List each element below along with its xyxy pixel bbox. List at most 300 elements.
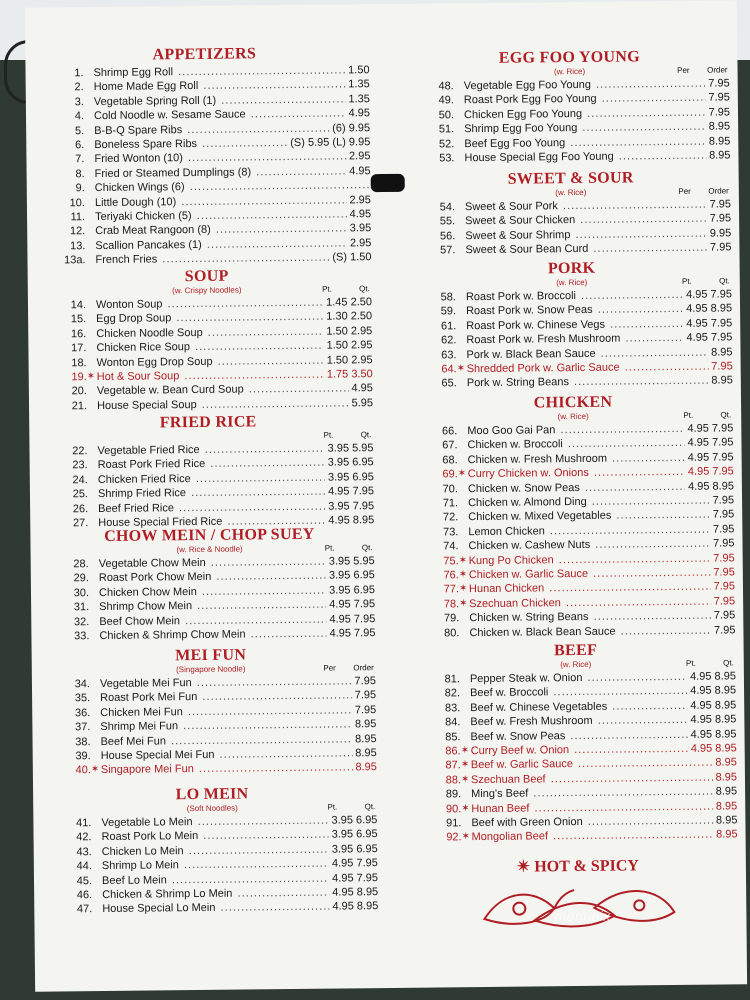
item-price: 1.75 3.50	[324, 367, 373, 382]
item-price: 7.95	[352, 689, 377, 703]
item-name-text: Chicken Wings (6)	[95, 181, 188, 194]
item-number: 31.	[73, 601, 90, 614]
item-name-text: Sweet & Sour Pork	[465, 200, 561, 213]
item-name-text: Beef Chow Mein	[99, 615, 183, 628]
item-name-text: Roast Pork w. Broccoli	[466, 290, 579, 303]
item-name	[97, 396, 373, 413]
column-header: Order	[708, 186, 729, 196]
item-number: 91.	[446, 817, 462, 830]
item-number: 75.	[443, 554, 459, 567]
menu-item	[415, 623, 735, 640]
column-header: Qt.	[719, 276, 730, 286]
item-name-text: Curry Beef w. Onion	[471, 744, 573, 757]
watermark: menupix	[554, 907, 611, 925]
item-price: 8.95	[708, 345, 733, 359]
item-price: 4.95 8.95	[687, 698, 736, 713]
item-name-text: Shrimp Fried Rice	[98, 487, 189, 500]
item-name-text: Chicken w. Snow Peas	[468, 482, 583, 495]
item-price: 8.95	[352, 761, 377, 775]
item-number: 38.	[75, 735, 91, 748]
item-number: 46.	[76, 889, 93, 902]
item-number: 6.	[75, 139, 85, 152]
menu-item	[43, 396, 373, 413]
item-price: 1.50 2.95	[324, 353, 373, 368]
item-name-text: Roast Pork w. Chinese Vegs	[466, 318, 608, 331]
item-price: 4.95 7.95	[685, 436, 734, 451]
section-subtitle: (w. Crispy Noodles)	[172, 285, 242, 296]
item-name-text: B-B-Q Spare Ribs	[94, 124, 185, 137]
item-name-text: Chicken & Shrimp Lo Mein	[102, 888, 235, 901]
item-number: 71.	[442, 497, 459, 510]
hot-spicy-legend	[418, 854, 738, 877]
item-number: 47.	[76, 903, 93, 916]
item-number: 14.	[70, 299, 87, 312]
item-number: 5.	[74, 124, 85, 137]
column-header: Per	[677, 65, 690, 75]
item-name-text: Hot & Sour Soup	[97, 370, 183, 383]
item-number: 80.	[444, 626, 460, 639]
item-price: 7.95	[711, 609, 736, 623]
column-header: Per	[678, 186, 691, 196]
item-price: 4.95	[348, 382, 373, 396]
item-name-text: Moo Goo Gai Pan	[467, 424, 558, 437]
item-price: 8.95	[712, 756, 737, 770]
item-number: 20.	[71, 385, 87, 398]
item-price: 7.95	[705, 76, 730, 90]
item-number: 52.	[438, 137, 455, 151]
item-price: 4.95 8.95	[329, 885, 378, 900]
item-name-text: Mongolian Beef	[472, 831, 552, 844]
column-header: Qt.	[364, 802, 376, 812]
item-price: 8.95	[352, 717, 377, 731]
menu-item	[410, 148, 730, 165]
item-number: 13.	[70, 239, 86, 253]
column-header: Qt.	[723, 658, 734, 668]
pepper-icon: ✶	[460, 759, 470, 771]
item-name-text: Beef Fried Rice	[98, 502, 177, 515]
item-number: 67.	[442, 439, 458, 452]
column-header: Pt.	[327, 802, 338, 812]
section-title-fried-rice: FRIED RICE	[159, 413, 257, 432]
item-price: 4.95 8.95	[688, 741, 737, 756]
item-price: 7.95	[710, 493, 735, 507]
item-number: 92.	[446, 831, 462, 844]
item-price: 9.95	[707, 226, 732, 240]
item-number: 44.	[76, 860, 92, 873]
column-header: Pt.	[681, 276, 692, 286]
item-price: 8.95	[712, 770, 737, 784]
item-name-text: Shrimp Egg Roll	[93, 66, 176, 79]
item-number: 73.	[443, 526, 459, 539]
item-name-text: Beef Egg Foo Young	[464, 137, 568, 150]
item-number: 15.	[70, 313, 87, 326]
item-number: 24.	[72, 473, 88, 487]
item-name-text: Fried or Steamed Dumplings (8)	[95, 166, 255, 180]
item-number: 53.	[439, 152, 455, 165]
item-name-text: Pepper Steak w. Onion	[470, 672, 586, 685]
item-price: 3.95 6.95	[326, 583, 375, 598]
item-number: 62.	[441, 334, 457, 347]
item-number: 41.	[76, 817, 92, 830]
item-price: 8.95	[352, 732, 377, 746]
item-name-text: Vegetable w. Bean Curd Soup	[97, 384, 247, 398]
item-number: 61.	[440, 320, 457, 333]
item-name-text: Beef w. Broccoli	[470, 687, 551, 700]
item-price: 4.95 7.95	[683, 316, 732, 331]
item-number: 84.	[445, 716, 461, 729]
pepper-icon: ✶	[459, 597, 468, 610]
item-price: 7.95	[707, 241, 732, 255]
item-name-text: Roast Pork Egg Foo Young	[464, 93, 600, 106]
item-name-text: Teriyaki Chicken (5)	[95, 210, 195, 223]
item-name-text: Szechuan Beef	[471, 773, 549, 786]
column-header: Pt.	[322, 284, 332, 294]
section-subtitle: (w. Rice)	[555, 187, 587, 198]
column-header: Pt.	[685, 658, 696, 668]
item-price: 7.95	[710, 522, 735, 536]
item-number: 40.	[75, 764, 91, 777]
column-header: Qt.	[720, 410, 732, 420]
item-name	[472, 828, 738, 845]
item-name	[467, 374, 733, 391]
section-subtitle: (w. Rice & Noodle)	[176, 544, 243, 555]
item-price: 4.95 7.95	[326, 597, 375, 612]
item-name-text: Wonton Soup	[96, 298, 166, 311]
item-name-text: Chicken & Shrimp Chow Mein	[99, 628, 248, 642]
item-number: 83.	[444, 702, 461, 715]
item-number: 19.	[71, 371, 87, 384]
menu-page	[25, 0, 747, 991]
section-title-pork: PORK	[547, 259, 596, 278]
item-price: 7.95	[708, 359, 733, 373]
item-number: 21.	[71, 399, 88, 413]
item-number: 16.	[70, 327, 87, 341]
item-price: 7.95	[710, 551, 735, 565]
pepper-icon: ✶	[458, 569, 468, 581]
column-header: Qt.	[359, 284, 370, 294]
item-price: 4.95 7.95	[683, 331, 732, 346]
item-price: 3.95 6.95	[325, 470, 374, 485]
item-number: 74.	[443, 540, 459, 553]
item-name-text: Chicken w. String Beans	[469, 611, 591, 624]
item-price: 3.95 6.95	[325, 456, 374, 471]
pepper-icon: ✶	[461, 831, 471, 843]
section-subtitle: (w. Rice)	[557, 411, 589, 422]
item-name-text: Roast Pork Fried Rice	[98, 458, 209, 471]
item-number: 32.	[73, 615, 90, 628]
pepper-icon: ✶	[457, 468, 467, 480]
item-number: 10.	[69, 196, 85, 209]
item-price: 4.95 7.95	[329, 856, 378, 871]
item-name-text: Chicken Fried Rice	[98, 473, 194, 486]
item-number: 37.	[75, 721, 91, 734]
item-price: 4.95 7.95	[685, 465, 734, 480]
item-name-text: Sweet & Sour Bean Curd	[465, 243, 591, 256]
item-price: 4.95 8.95	[683, 302, 732, 317]
item-name-text: Shrimp Lo Mein	[102, 859, 182, 872]
item-name-text: Roast Pork Lo Mein	[101, 830, 201, 843]
item-price: 4.95 8.95	[685, 479, 734, 494]
item-number: 27.	[72, 517, 89, 530]
item-price: 4.95 8.95	[687, 684, 736, 699]
item-name-text: Singapore Mei Fun	[101, 763, 197, 776]
item-number: 11.	[70, 211, 86, 224]
item-number: 29.	[73, 572, 89, 585]
section-title-appetizers: APPETIZERS	[152, 45, 257, 64]
item-name-text: Wonton Egg Drop Soup	[97, 355, 216, 368]
item-number: 59.	[440, 305, 457, 318]
menu-item	[413, 374, 733, 391]
item-number: 23.	[72, 459, 88, 472]
item-name-text: Vegetable Chow Mein	[99, 557, 209, 570]
item-name-text: Vegetable Spring Roll (1)	[94, 95, 219, 108]
item-name-text: French Fries	[95, 254, 160, 267]
item-number: 68.	[442, 454, 458, 467]
item-number: 87.	[445, 759, 461, 772]
item-number: 8.	[75, 167, 85, 181]
section-subtitle: (Soft Noodles)	[186, 803, 238, 814]
item-name-text: Chicken w. Garlic Sauce	[469, 568, 591, 581]
item-number: 81.	[444, 673, 460, 686]
pepper-icon: ✶	[86, 371, 96, 383]
item-price: 7.95	[352, 703, 377, 717]
item-name-text: Scallion Pancakes (1)	[95, 239, 205, 252]
item-number: 85.	[445, 730, 461, 743]
item-number: 89.	[445, 788, 462, 801]
item-price: 7.95	[706, 105, 731, 119]
item-number: 33.	[74, 630, 90, 643]
item-name-text: Beef w. Fresh Mushroom	[470, 715, 595, 728]
item-price: 7.95	[706, 197, 731, 211]
item-name-text: Home Made Egg Roll	[94, 80, 202, 93]
menu-item	[411, 241, 731, 258]
item-price: 3.95 5.95	[326, 554, 375, 569]
item-price: 4.95 7.95	[683, 287, 732, 302]
item-price: 8.95	[706, 134, 731, 148]
item-number: 7.	[75, 153, 85, 166]
column-header: Qt.	[361, 543, 373, 553]
item-number: 82.	[444, 687, 461, 700]
item-number: 36.	[74, 706, 91, 720]
item-number: 72.	[442, 511, 459, 524]
item-name-text: Pork w. Black Bean Sauce	[466, 347, 598, 360]
item-price: 8.95	[706, 120, 731, 134]
item-name-text: Chicken Mei Fun	[100, 706, 186, 719]
item-price: 1.50 2.95	[323, 324, 372, 339]
menu-item	[418, 828, 738, 845]
item-name-text: Chicken w. Fresh Mushroom	[468, 452, 611, 465]
item-name	[465, 241, 731, 258]
item-price: 1.30 2.50	[323, 310, 372, 325]
item-number: 86.	[445, 745, 461, 758]
item-number: 17.	[71, 342, 87, 355]
item-name-text: Roast Pork Chow Mein	[99, 571, 215, 584]
ink-stain	[371, 174, 405, 192]
section-subtitle: (w. Rice)	[560, 659, 592, 670]
item-price: 3.95	[347, 222, 372, 236]
item-number: 54.	[439, 201, 456, 214]
item-name-text: Vegetable Fried Rice	[97, 444, 202, 457]
item-name	[101, 761, 377, 778]
menu-item	[47, 761, 377, 778]
item-price: 3.95 6.95	[328, 813, 377, 828]
item-name-text: Chicken Egg Foo Young	[464, 108, 585, 121]
item-name-text: Shrimp Mei Fun	[100, 720, 181, 733]
item-number: 76.	[443, 569, 459, 582]
item-price: 7.95	[710, 537, 735, 551]
item-name-text: Chicken Chow Mein	[99, 586, 200, 599]
item-price: 7.95	[710, 565, 735, 579]
item-name-text: House Special Soup	[97, 399, 200, 412]
item-price: 7.95	[705, 91, 730, 105]
item-name-text: Hunan Beef	[471, 802, 532, 815]
item-name-text: Beef Mei Fun	[100, 735, 169, 748]
item-price: 1.35	[345, 92, 370, 106]
item-number: 64.	[441, 363, 457, 376]
item-number: 43.	[76, 845, 92, 859]
item-number: 30.	[73, 586, 90, 600]
pepper-icon: ✶	[460, 773, 470, 786]
item-number: 77.	[443, 583, 460, 596]
item-name-text: Vegetable Mei Fun	[100, 677, 195, 690]
item-number: 88.	[445, 774, 462, 787]
item-price: 5.95	[349, 396, 374, 410]
section-title-sweet-sour: SWEET & SOUR	[507, 169, 634, 188]
item-number: 56.	[439, 230, 456, 243]
item-price: 4.95 8.95	[325, 513, 374, 528]
item-number: 79.	[443, 612, 460, 625]
item-price: 4.95 7.95	[326, 612, 375, 627]
item-name-text: Beef with Green Onion	[471, 816, 585, 829]
item-number: 3.	[74, 95, 84, 109]
menu-item	[45, 626, 375, 643]
item-name-text: Sweet & Sour Shrimp	[465, 229, 573, 242]
item-price: (S) 5.95 (L) 9.95	[287, 135, 370, 150]
section-title-soup: SOUP	[184, 267, 229, 286]
item-price: 4.95 7.95	[685, 450, 734, 465]
item-number: 34.	[74, 678, 91, 691]
item-price: 7.95	[710, 508, 735, 522]
item-price: 7.95	[707, 212, 732, 226]
item-name-text: Shrimp Egg Foo Young	[464, 122, 580, 135]
item-price: 2.95	[346, 150, 371, 164]
item-number: 2.	[74, 81, 84, 94]
section-title-chicken: CHICKEN	[533, 393, 613, 412]
item-number: 45.	[76, 874, 93, 887]
item-number: 42.	[76, 831, 92, 844]
section-title-lo-mein: LO MEIN	[175, 785, 249, 804]
item-name-text: Roast Pork Mei Fun	[100, 691, 200, 704]
item-number: 78.	[443, 598, 460, 611]
item-name-text: Beef w. Snow Peas	[470, 730, 568, 743]
item-price: 4.95	[345, 106, 370, 120]
column-header: Pt.	[324, 543, 335, 553]
column-header: Qt.	[360, 430, 372, 440]
item-number: 57.	[440, 244, 456, 257]
item-name-text: Hunan Chicken	[469, 583, 547, 596]
item-number: 13a.	[64, 254, 86, 267]
item-name-text: Pork w. String Beans	[467, 376, 572, 389]
item-name-text: Crab Meat Rangoon (8)	[95, 224, 214, 237]
item-name-text: Chicken Rice Soup	[96, 341, 193, 354]
item-price: 4.95	[346, 164, 371, 178]
item-price: 2.95	[346, 193, 371, 207]
item-price: (6) 9.95	[329, 121, 370, 135]
item-name-text: Shrimp Chow Mein	[99, 600, 195, 613]
item-price: 8.95	[706, 148, 731, 162]
item-name-text: Beef w. Garlic Sauce	[471, 758, 576, 771]
item-number: 90.	[445, 802, 462, 815]
pepper-icon: ✶	[461, 802, 470, 814]
item-number: 35.	[74, 692, 91, 705]
item-name-text: House Special Fried Rice	[98, 516, 225, 529]
section-subtitle: (w. Rice)	[556, 277, 588, 288]
item-number: 25.	[72, 488, 89, 501]
item-name-text: House Special Mei Fun	[101, 749, 218, 762]
item-name-text: Vegetable Egg Foo Young	[464, 79, 594, 92]
item-price: 3.95 5.95	[325, 441, 374, 456]
item-price: 4.95 7.95	[329, 871, 378, 886]
item-name-text: Roast Pork w. Snow Peas	[466, 304, 596, 317]
item-price: 8.95	[713, 828, 738, 842]
item-price: 7.95	[710, 580, 735, 594]
item-number: 39.	[75, 750, 91, 763]
item-price: 2.95	[347, 236, 372, 250]
item-number: 9.	[75, 182, 85, 195]
item-price: 3.95 6.95	[329, 827, 378, 842]
item-name-text: Shredded Pork w. Garlic Sauce	[467, 362, 623, 376]
item-number: 55.	[439, 215, 456, 228]
item-name-text: Chicken w. Cashew Nuts	[468, 539, 593, 552]
item-price: 8.95	[708, 374, 733, 388]
section-title-chow-mein-chop-suey: CHOW MEIN / CHOP SUEY	[104, 525, 315, 545]
item-name-text: Ming's Beef	[471, 788, 531, 801]
pepper-icon: ✶	[458, 583, 468, 595]
item-name-text: Chicken Noodle Soup	[96, 327, 206, 340]
item-price: 1.50 2.95	[323, 338, 372, 353]
item-price: 4.95 8.95	[688, 727, 737, 742]
item-price: 8.95	[713, 813, 738, 827]
item-price: 8.95	[713, 785, 738, 799]
hot-spicy-label: HOT & SPICY	[534, 857, 639, 876]
item-name-text: Vegetable Lo Mein	[101, 816, 195, 829]
item-price: 1.50	[345, 63, 370, 77]
pepper-icon: ✴	[516, 858, 531, 876]
section-title-beef: BEEF	[554, 641, 598, 660]
item-name-text: Beef Lo Mein	[102, 874, 170, 887]
item-number: 18.	[71, 356, 87, 369]
column-header: Pt.	[323, 430, 334, 440]
item-number: 48.	[438, 80, 454, 93]
section-subtitle: (w. Rice)	[553, 66, 586, 77]
section-subtitle: (Singapore Noodle)	[176, 664, 246, 675]
item-name-text: Egg Drop Soup	[96, 313, 174, 326]
item-number: 49.	[438, 94, 454, 107]
item-price: 1.35	[345, 78, 370, 92]
pepper-icon: ✶	[90, 764, 100, 776]
item-number: 65.	[441, 377, 457, 390]
column-header: Order	[707, 65, 728, 75]
menu-item	[41, 250, 371, 267]
item-name-text: Curry Chicken w. Onions	[468, 467, 592, 480]
item-price: 8.95	[352, 746, 377, 760]
item-number: 51.	[438, 123, 455, 136]
item-name-text: Kung Po Chicken	[469, 554, 557, 567]
item-number: 70.	[442, 482, 458, 495]
item-name-text: Chicken w. Black Bean Sauce	[469, 625, 618, 639]
item-number: 22.	[72, 445, 88, 458]
menu-item	[48, 899, 378, 916]
